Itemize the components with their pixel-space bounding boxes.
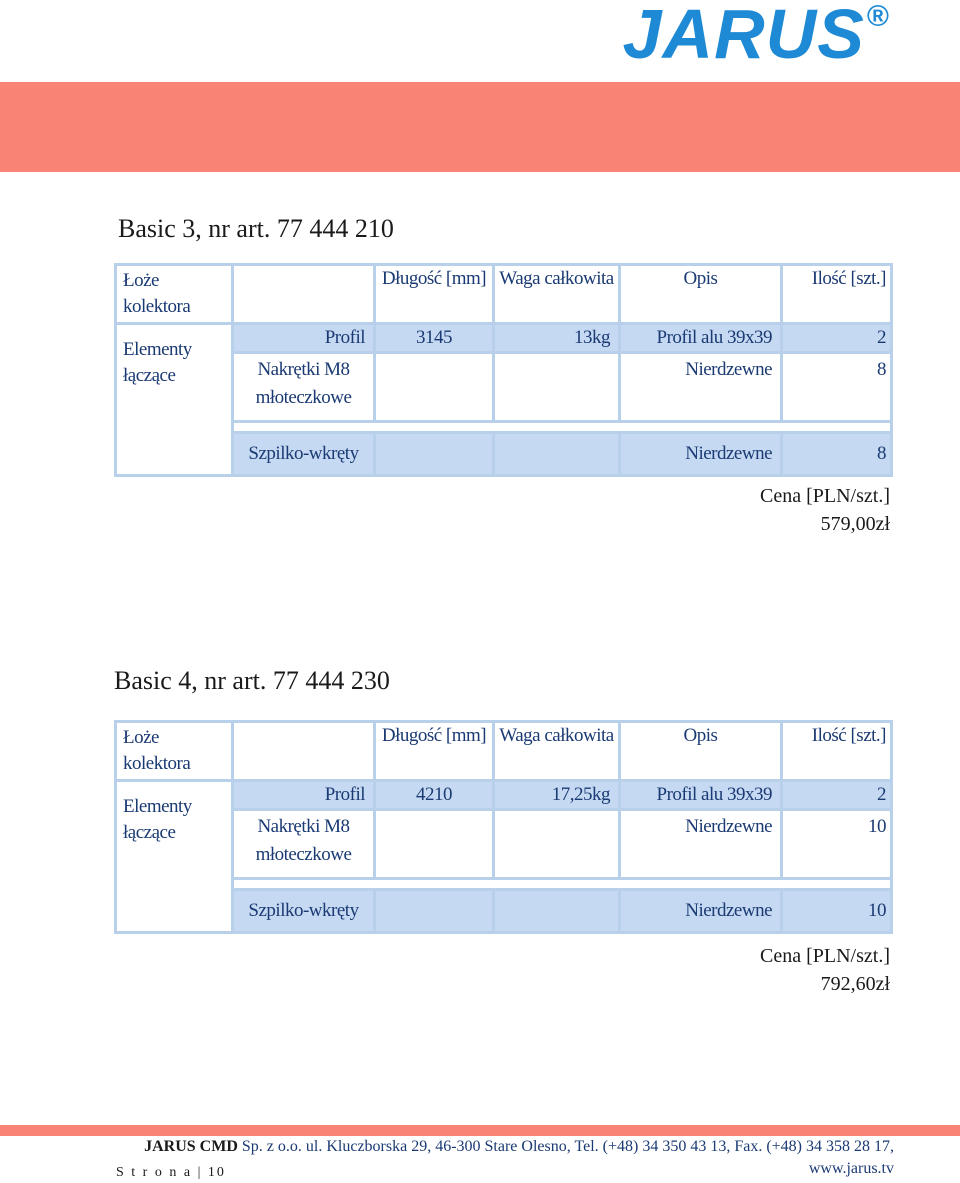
price-label: Cena [PLN/szt.] — [760, 945, 890, 967]
jarus-logo: JARUS® — [622, 0, 890, 73]
item-dlugosc: 3145 — [375, 324, 494, 353]
footer-band — [0, 1125, 960, 1136]
group-label: Elementy łączące — [116, 781, 233, 933]
spec-table — [114, 263, 893, 477]
product-title: Basic 4, nr art. 77 444 230 — [114, 666, 390, 695]
item-ilosc: 2 — [782, 781, 892, 810]
table-row — [116, 781, 892, 810]
item-waga — [494, 890, 620, 933]
col-header-opis: Opis — [620, 722, 782, 781]
price-block — [760, 942, 890, 998]
table-row — [116, 433, 892, 476]
col-header-dlugosc: Długość [mm] — [375, 722, 494, 781]
item-ilosc: 8 — [782, 353, 892, 422]
col-header-waga: Waga całkowita — [494, 265, 620, 324]
item-name: Nakrętki M8 młoteczkowe — [233, 353, 375, 422]
col-header-opis: Opis — [620, 265, 782, 324]
item-waga — [494, 810, 620, 879]
item-name: Nakrętki M8 młoteczkowe — [233, 810, 375, 879]
item-opis: Profil alu 39x39 — [620, 781, 782, 810]
item-opis: Profil alu 39x39 — [620, 324, 782, 353]
group-label: Elementy łączące — [116, 324, 233, 476]
table-row — [116, 324, 892, 353]
price-value: 792,60zł — [820, 973, 890, 995]
col-header-ilosc: Ilość [szt.] — [782, 265, 892, 324]
page-number-value: 10 — [207, 1165, 226, 1180]
item-waga: 17,25kg — [494, 781, 620, 810]
item-dlugosc: 4210 — [375, 781, 494, 810]
item-opis: Nierdzewne — [620, 433, 782, 476]
row-label-loze: Łoże kolektora — [116, 265, 233, 324]
page-label: S t r o n a — [116, 1165, 193, 1180]
item-opis: Nierdzewne — [620, 353, 782, 422]
item-dlugosc — [375, 433, 494, 476]
product-title: Basic 3, nr art. 77 444 210 — [118, 214, 394, 243]
price-block — [760, 482, 890, 538]
footer-website[interactable]: www.jarus.tv — [808, 1160, 894, 1177]
table-row — [116, 353, 892, 422]
col-header-dlugosc: Długość [mm] — [375, 265, 494, 324]
footer-company: JARUS CMD — [144, 1138, 238, 1155]
item-dlugosc — [375, 353, 494, 422]
item-name: Profil — [233, 781, 375, 810]
header-band — [0, 82, 960, 172]
item-name: Szpilko-wkręty — [233, 890, 375, 933]
table-row — [116, 810, 892, 879]
footer-address — [144, 1136, 894, 1180]
col-header-ilosc: Ilość [szt.] — [782, 722, 892, 781]
item-ilosc: 10 — [782, 810, 892, 879]
item-waga — [494, 353, 620, 422]
item-waga — [494, 433, 620, 476]
registered-mark: ® — [866, 0, 890, 33]
item-dlugosc — [375, 810, 494, 879]
item-name: Profil — [233, 324, 375, 353]
item-ilosc: 2 — [782, 324, 892, 353]
table-row — [116, 890, 892, 933]
item-opis: Nierdzewne — [620, 810, 782, 879]
item-opis: Nierdzewne — [620, 890, 782, 933]
footer-address-line: Sp. z o.o. ul. Kluczborska 29, 46-300 Stare Olesno, Tel. (+48) 34 350 43 13, Fax. (+48) 34 358 28 17, — [237, 1138, 894, 1155]
row-label-loze: Łoże kolektora — [116, 722, 233, 781]
item-waga: 13kg — [494, 324, 620, 353]
price-value: 579,00zł — [820, 513, 890, 535]
col-header-waga: Waga całkowita — [494, 722, 620, 781]
item-dlugosc — [375, 890, 494, 933]
spec-table — [114, 720, 893, 934]
item-ilosc: 8 — [782, 433, 892, 476]
item-name: Szpilko-wkręty — [233, 433, 375, 476]
price-label: Cena [PLN/szt.] — [760, 485, 890, 507]
page-number: S t r o n a | 10 — [116, 1165, 226, 1180]
item-ilosc: 10 — [782, 890, 892, 933]
